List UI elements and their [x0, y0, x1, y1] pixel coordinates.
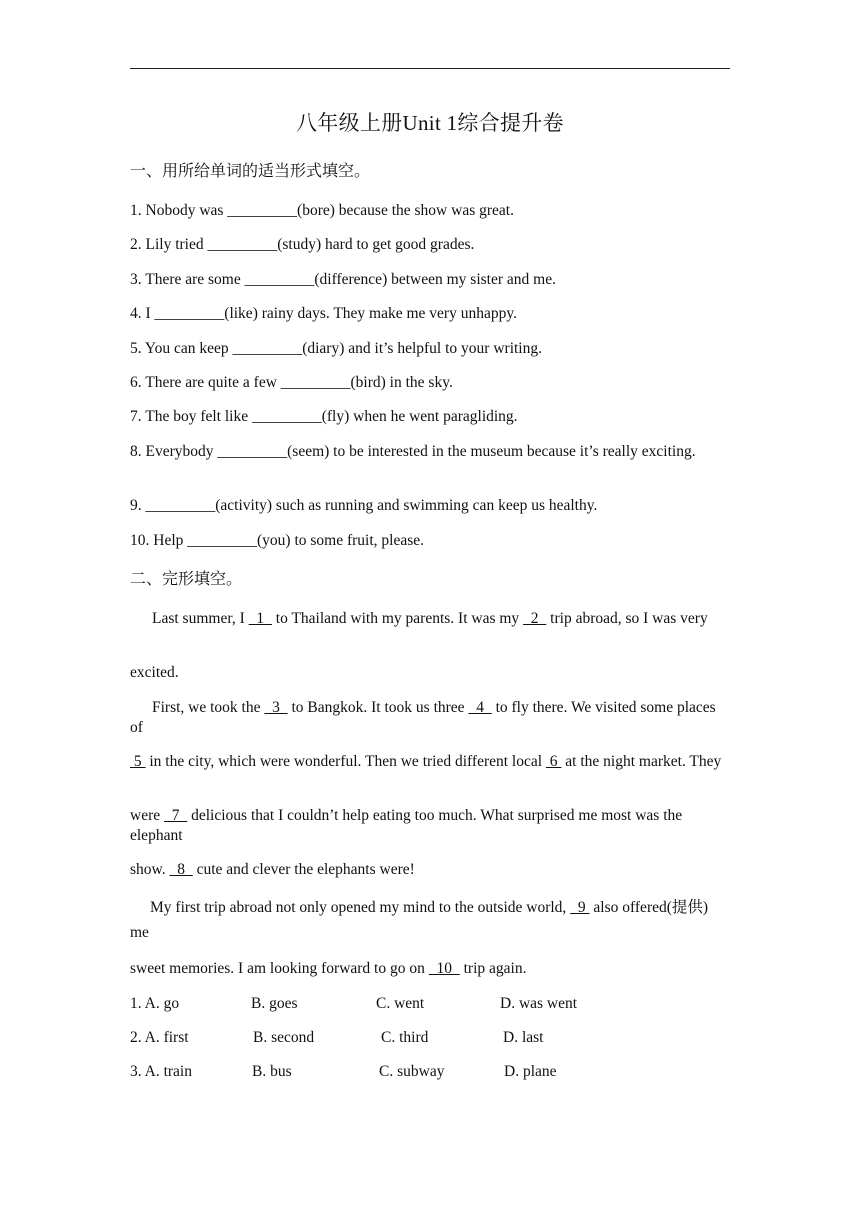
- passage-line-8: [130, 959, 730, 979]
- blank-2: 2: [523, 610, 547, 627]
- passage-text: show.: [130, 861, 170, 878]
- blank-4: 4: [468, 699, 492, 716]
- option-text: 3. A. train: [130, 1063, 192, 1080]
- exercise-item-1: 1. Nobody was _________(bore) because the show was great.: [130, 202, 514, 219]
- passage-text: to Thailand with my parents. It was my: [275, 610, 524, 627]
- blank-1: 1: [248, 610, 272, 627]
- option-text: D. plane: [504, 1063, 557, 1080]
- passage-text: My first trip abroad not only opened my mind to the outside world,: [150, 899, 571, 916]
- passage-line-5: [130, 806, 730, 846]
- exercise-item-3: 3. There are some _________(difference) between my sister and me.: [130, 271, 556, 288]
- blank-7: 7: [164, 807, 188, 824]
- option-text: C. went: [376, 995, 425, 1012]
- exercise-item-6: 6. There are quite a few _________(bird) in the sky.: [130, 374, 453, 391]
- blank-3: 3: [264, 699, 288, 716]
- option-text: 2. A. first: [130, 1029, 189, 1046]
- blank-10: 10: [428, 960, 460, 977]
- passage-text: to fly there. We visited some places of: [130, 699, 716, 736]
- passage-text: sweet memories. I am looking forward to go on: [130, 960, 429, 977]
- blank-8: 8: [169, 861, 193, 878]
- passage-line-3: [130, 698, 730, 738]
- blank-5: 5: [130, 753, 146, 770]
- passage-text: were: [130, 807, 164, 824]
- exercise-item-2: 2. Lily tried _________(study) hard to get good grades.: [130, 236, 475, 253]
- option-text: B. goes: [251, 995, 298, 1012]
- option-text: 1. A. go: [130, 995, 180, 1012]
- option-text: C. third: [381, 1029, 429, 1046]
- section-2-heading: 二、完形填空。: [130, 569, 243, 588]
- exercise-item-9: 9. _________(activity) such as running and swimming can keep us healthy.: [130, 497, 598, 514]
- passage-text: cute and clever the elephants were!: [196, 861, 415, 878]
- passage-text: First, we took the: [152, 699, 265, 716]
- blank-9: 9: [570, 899, 590, 916]
- exercise-item-7: 7. The boy felt like _________(fly) when he went paragliding.: [130, 408, 518, 425]
- blank-6: 6: [545, 753, 562, 770]
- passage-text: to Bangkok. It took us three: [291, 699, 469, 716]
- passage-text: also offered(提供) me: [130, 899, 709, 941]
- section-1-heading: 一、用所给单词的适当形式填空。: [130, 161, 371, 180]
- header-rule: [130, 68, 730, 69]
- option-text: B. bus: [252, 1063, 292, 1080]
- passage-line-2: excited.: [130, 664, 179, 681]
- passage-text: delicious that I couldn’t help eating too much. What surprised me most was the elephant: [130, 807, 683, 844]
- passage-text: at the night market. They: [565, 753, 722, 770]
- exercise-item-5: 5. You can keep _________(diary) and it’s helpful to your writing.: [130, 340, 542, 357]
- passage-line-4: [130, 752, 730, 772]
- passage-line-1: [130, 609, 730, 629]
- passage-text: in the city, which were wonderful. Then we tried different local: [149, 753, 546, 770]
- passage-text: trip again.: [463, 960, 527, 977]
- option-text: D. was went: [500, 995, 578, 1012]
- passage-text: Last summer, I: [152, 610, 249, 627]
- exercise-item-8: 8. Everybody _________(seem) to be interested in the museum because it’s really exciting.: [130, 443, 696, 460]
- passage-text: trip abroad, so I was very: [550, 610, 708, 627]
- passage-line-7: [130, 895, 730, 945]
- passage-line-6: [130, 860, 730, 880]
- option-text: D. last: [503, 1029, 544, 1046]
- page-title: 八年级上册Unit 1综合提升卷: [296, 111, 564, 135]
- option-text: B. second: [253, 1029, 315, 1046]
- exercise-item-10: 10. Help _________(you) to some fruit, please.: [130, 532, 425, 549]
- option-text: C. subway: [379, 1063, 445, 1080]
- exercise-item-4: 4. I _________(like) rainy days. They make me very unhappy.: [130, 305, 517, 322]
